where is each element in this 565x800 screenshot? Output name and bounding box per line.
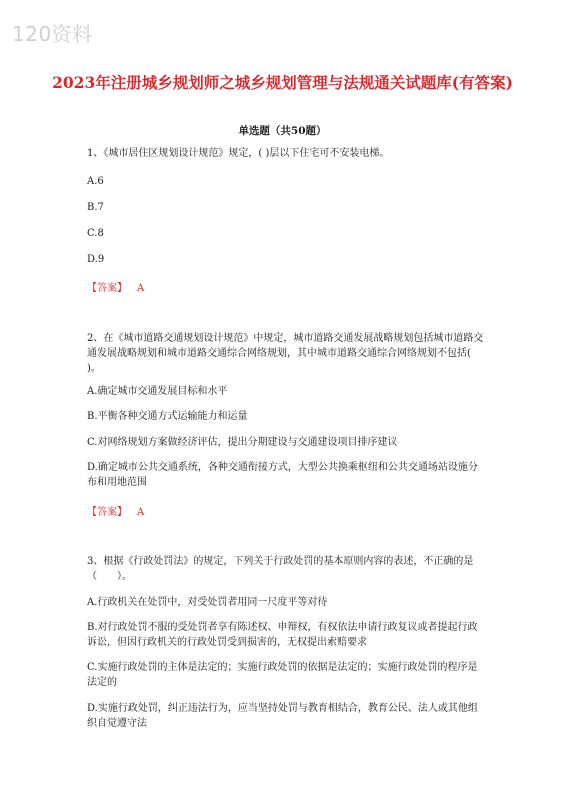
question-1-option-d: D.9 bbox=[87, 254, 105, 265]
question-3-option-b: B.对行政处罚不服的受处罚者享有陈述权、申辩权，有权依法申请行政复议或者提起行政诉讼，但因行政机关的行政处罚受到损害的，无权提出索赔要求 bbox=[87, 622, 478, 648]
question-3-option-d: D.实施行政处罚，纠正违法行为，应当坚持处罚与教育相结合，教育公民、法人或其他组织自觉遵守法 bbox=[87, 703, 478, 729]
question-2-option-a: A.确定城市交通发展目标和水平 bbox=[87, 386, 228, 397]
question-2-stem: 2、在《城市道路交通规划设计规范》中规定，城市道路交通发展战略规划包括城市道路交通发展战略规划和城市道路交通综合网络规划，其中城市道路交通综合网络规划不包括( )。 bbox=[87, 333, 484, 374]
question-1-stem: 1、《城市居住区规划设计规范》规定，( )层以下住宅可不安装电梯。 bbox=[87, 148, 390, 159]
question-2-option-b: B.平衡各种交通方式运输能力和运量 bbox=[87, 411, 248, 422]
question-1-option-a: A.6 bbox=[87, 176, 104, 187]
question-2-option-c: C.对网络规划方案做经济评估，提出分期建设与交通建设项目排序建议 bbox=[87, 437, 398, 448]
watermark-logo: 120资料 bbox=[12, 22, 93, 46]
question-3-option-a: A.行政机关在处罚中，对受处罚者用同一尺度平等对待 bbox=[87, 597, 328, 608]
section-heading: 单选题（共50题） bbox=[238, 125, 327, 137]
answer-value: A bbox=[137, 283, 145, 294]
answer-label: 【答案】 bbox=[87, 507, 127, 518]
question-1-option-c: C.8 bbox=[87, 228, 104, 239]
question-1-answer bbox=[87, 279, 144, 294]
answer-value: A bbox=[137, 507, 145, 518]
question-3-option-c: C.实施行政处罚的主体是法定的；实施行政处罚的依据是法定的；实施行政处罚的程序是法定的 bbox=[87, 662, 478, 688]
question-3-stem: 3、根据《行政处罚法》的规定，下列关于行政处罚的基本原则内容的表述，不正确的是（ ）。 bbox=[87, 556, 474, 582]
question-1-option-b: B.7 bbox=[87, 202, 104, 213]
question-2-option-d: D.确定城市公共交通系统，各种交通衔接方式，大型公共换乘枢纽和公共交通场站设施分布和用地范围 bbox=[87, 462, 478, 488]
document-title: 2023年注册城乡规划师之城乡规划管理与法规通关试题库(有答案) bbox=[52, 73, 513, 92]
answer-label: 【答案】 bbox=[87, 283, 127, 294]
question-2-answer bbox=[87, 503, 144, 518]
